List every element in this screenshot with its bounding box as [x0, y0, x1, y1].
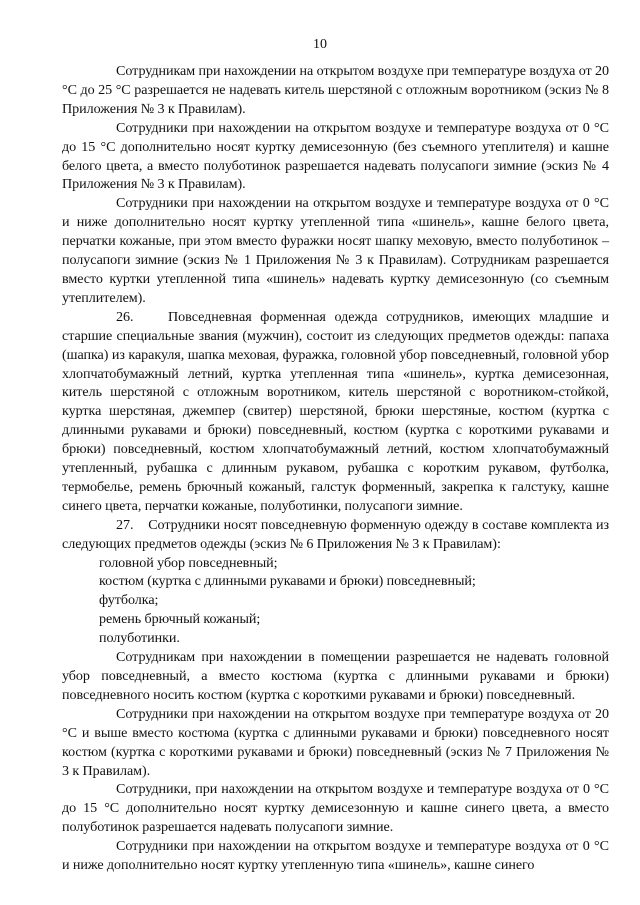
page-number: 10	[313, 37, 327, 52]
list-item: футболка;	[99, 592, 159, 609]
paragraph-item-27: 27. Сотрудники носят повседневную форменную одежду в составе комплекта из следующих предметов одежды (эскиз № 6 Приложения № 3 к Правилам):	[62, 516, 609, 552]
paragraph-summer-kitel: Сотрудникам при нахождении на открытом воздухе при температуре воздуха от 20 °С до 25 °С разрешается не надевать китель шерстяной с отложным воротником (эскиз № 8 Приложения № 3 к Правилам).	[62, 63, 609, 117]
list-item: ремень брючный кожаный;	[99, 611, 261, 628]
paragraph-indoor: Сотрудникам при нахождении в помещении разрешается не надевать головной убор повседневный, а вместо костюма (куртка с длинными рукавами и брюки) повседневного носить костюм (куртка с короткими рукавами и брюки) повседневный.	[62, 649, 609, 703]
paragraph-winter-shinel: Сотрудники при нахождении на открытом воздухе и температуре воздуха от 0 °С и ниже дополнительно носят куртку утепленной типа «шинель», кашне белого цвета, перчатки кожаные, при этом вместо фуражки носят шапку меховую, вместо полуботинок – полусапоги зимние (эскиз № 1 Приложения № 3 к Правилам). Сотрудникам разрешается вместо куртки утепленной типа «шинель» надевать куртку демисезонную (со съемным утеплителем).	[62, 195, 609, 306]
list-item: головной убор повседневный;	[99, 554, 278, 571]
list-item: полуботинки.	[99, 630, 180, 647]
paragraph-above-20: Сотрудники при нахождении на открытом воздухе при температуре воздуха от 20 °С и выше вместо костюма (куртка с длинными рукавами и брюки) повседневного носят костюм (куртка с короткими рукавами и брюки) повседневный (эскиз № 7 Приложения № 3 к Правилам).	[62, 705, 609, 779]
document-body	[62, 62, 609, 875]
paragraph-0-to-15: Сотрудники, при нахождении на открытом воздухе и температуре воздуха от 0 °С до 15 °С дополнительно носят куртку демисезонную и кашне синего цвета, а вместо полуботинок разрешается надевать полусапоги зимние.	[62, 781, 609, 836]
paragraph-demiseason-jacket: Сотрудники при нахождении на открытом воздухе и температуре воздуха от 0 °С до 15 °С дополнительно носят куртку демисезонную (без съемного утеплителя) и кашне белого цвета, а вместо полуботинок разрешается надевать полусапоги зимние (эскиз № 4 Приложения № 3 к Правилам).	[62, 119, 609, 193]
paragraph-item-26: 26. Повседневная форменная одежда сотрудников, имеющих младшие и старшие специальные звания (мужчин), состоит из следующих предметов одежды: папаха (шапка) из каракуля, шапка меховая, фуражка, головной убор повседневный, головной убор хлопчатобумажный летний, куртка утепленная типа «шинель», куртка демисезонная, китель шерстяной с отложным воротником, китель шерстяной с воротником-стойкой, куртка шерстяная, джемпер (свитер) шерстяной, брюки шерстяные, костюм (куртка с длинными рукавами и брюки) повседневный, костюм (куртка с короткими рукавами и брюки) повседневный, костюм хлопчатобумажный летний, костюм хлопчатобумажный утепленный, рубашка с длинным рукавом, рубашка с коротким рукавом, футболка, термобелье, ремень брючный кожаный, галстук форменный, закрепка к галстуку, кашне синего цвета, перчатки кожаные, полуботинки, полусапоги зимние.	[62, 308, 609, 514]
list-item: костюм (куртка с длинными рукавами и брюки) повседневный;	[99, 573, 476, 590]
uniform-items-list	[62, 554, 609, 649]
paragraph-below-0: Сотрудники при нахождении на открытом воздухе и температуре воздуха от 0 °С и ниже дополнительно носят куртку утепленную типа «шинель», кашне синего	[62, 838, 609, 874]
